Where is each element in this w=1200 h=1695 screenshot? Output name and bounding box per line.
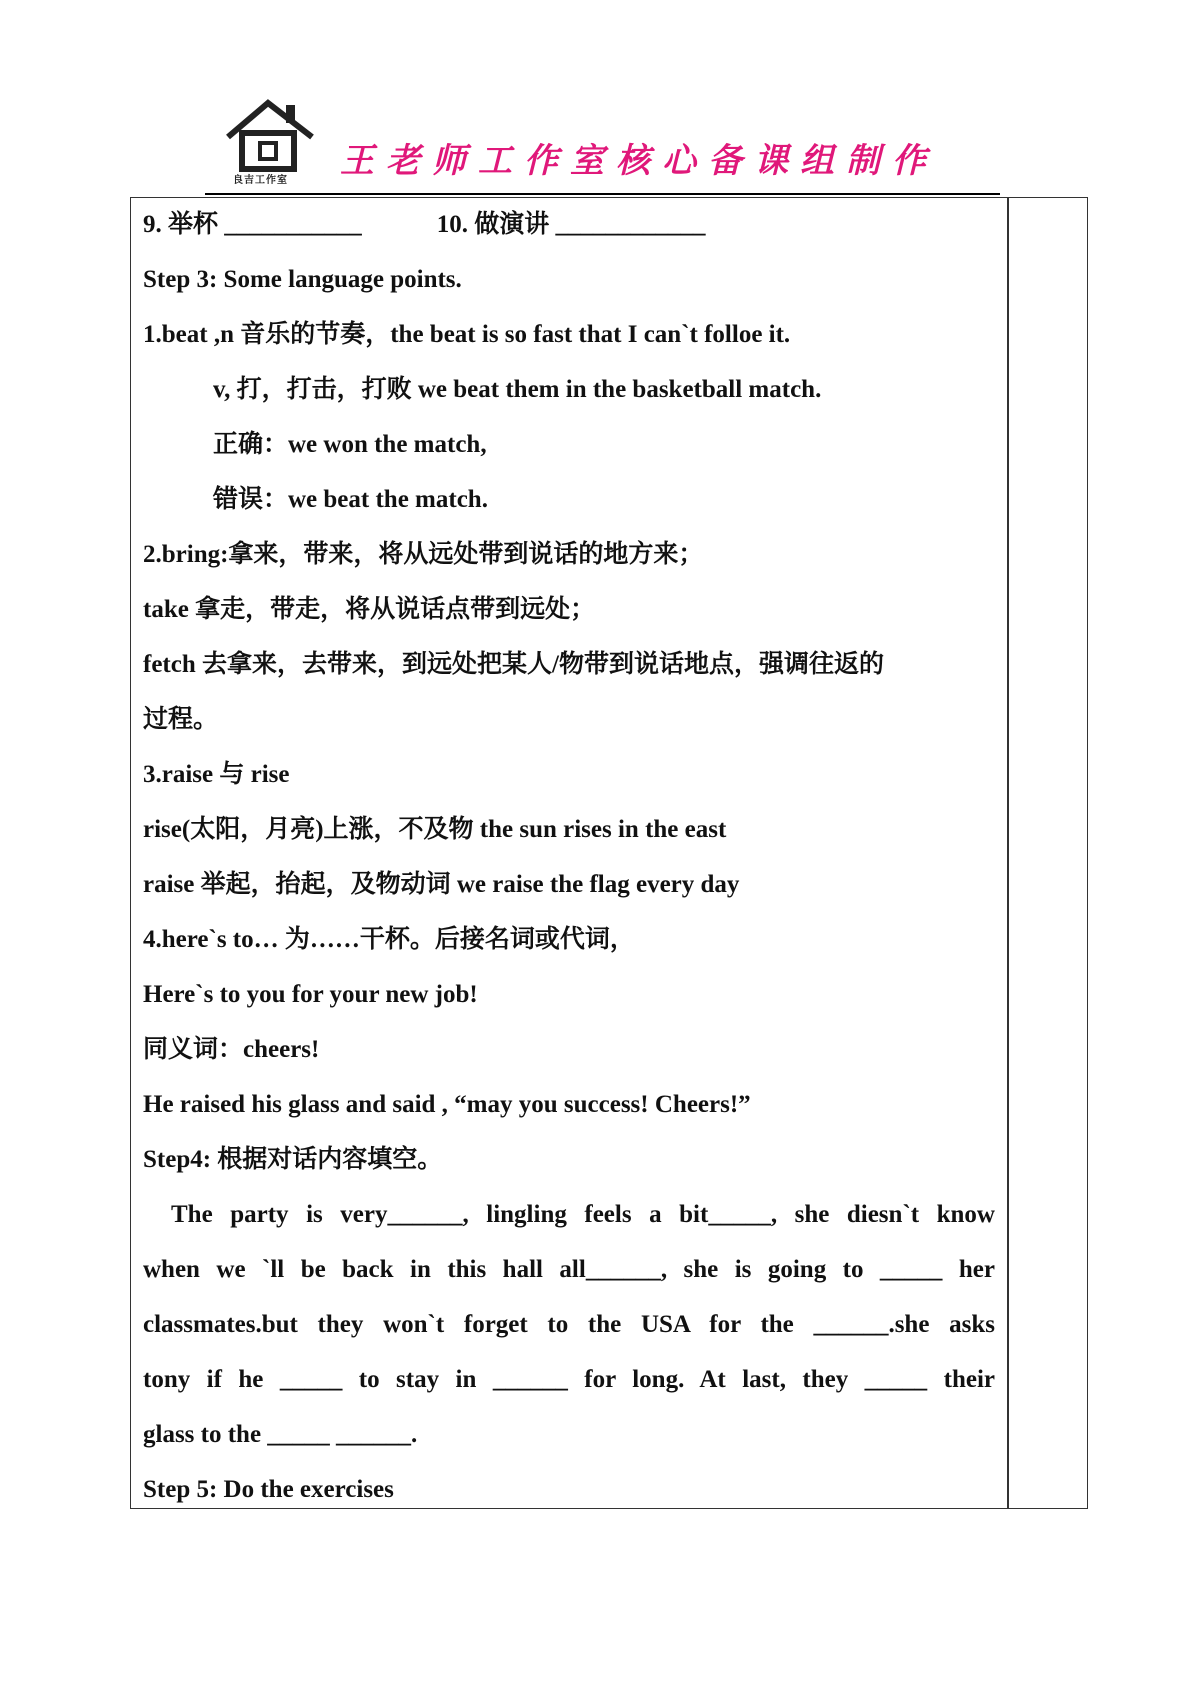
step4-heading: Step4: 根据对话内容填空。 bbox=[143, 1146, 443, 1173]
studio-title: 王老师工作室核心备课组制作 bbox=[340, 141, 938, 181]
cloze-line-4: tony if he _____ to stay in ______ for long. At last, they _____ their bbox=[143, 1366, 995, 1393]
step5-heading: Step 5: Do the exercises bbox=[143, 1476, 394, 1503]
example-heres-to: Here`s to you for your new job! bbox=[143, 981, 478, 1008]
cloze-line-5: glass to the _____ ______. bbox=[143, 1421, 418, 1448]
point-beat-correct: 正确：we won the match, bbox=[213, 431, 487, 458]
point-take: take 拿走，带走，将从说话点带到远处； bbox=[143, 596, 596, 623]
point-fetch: fetch 去拿来，去带来，到远处把某人/物带到说话地点，强调往返的 bbox=[143, 651, 884, 678]
point-raise-rise: 3.raise 与 rise bbox=[143, 761, 290, 788]
point-beat-verb: v, 打，打击，打败 we beat them in the basketball match. bbox=[213, 376, 822, 403]
step3-heading: Step 3: Some language points. bbox=[143, 266, 462, 293]
header-rule bbox=[205, 193, 1000, 195]
point-fetch-cont: 过程。 bbox=[143, 706, 219, 733]
table-column-divider bbox=[1007, 197, 1009, 1509]
point-beat-wrong: 错误：we beat the match. bbox=[213, 486, 488, 513]
synonym-cheers: 同义词：cheers! bbox=[143, 1036, 320, 1063]
example-cheers: He raised his glass and said , “may you success! Cheers!” bbox=[143, 1091, 751, 1118]
point-rise: rise(太阳，月亮)上涨，不及物 the sun rises in the east bbox=[143, 816, 727, 843]
lesson-content bbox=[143, 197, 995, 1517]
page-header bbox=[205, 95, 1005, 195]
point-heres-to: 4.here`s to… 为……干杯。后接名词或代词， bbox=[143, 926, 635, 953]
logo-caption: 良吉工作室 bbox=[233, 175, 288, 186]
point-beat: 1.beat ,n 音乐的节奏，the beat is so fast that I can`t folloe it. bbox=[143, 321, 791, 348]
cloze-line-3: classmates.but they won`t forget to the USA for the ______.she asks bbox=[143, 1311, 995, 1338]
point-bring: 2.bring:拿来，带来，将从远处带到说话的地方来； bbox=[143, 541, 704, 568]
point-raise: raise 举起，抬起，及物动词 we raise the flag every day bbox=[143, 871, 740, 898]
vocab-line: 9. 举杯 ___________ 10. 做演讲 ____________ bbox=[143, 211, 706, 238]
cloze-line-2: when we `ll be back in this hall all______, she is going to _____ her bbox=[143, 1256, 995, 1283]
cloze-line-1: The party is very______, lingling feels a bit_____, she diesn`t know bbox=[171, 1201, 995, 1228]
